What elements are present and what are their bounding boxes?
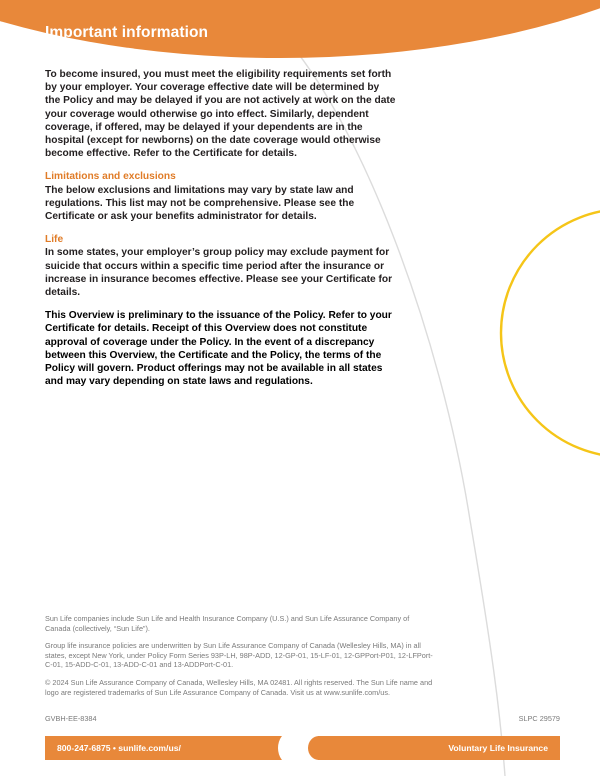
overview-disclaimer: This Overview is preliminary to the issuance of the Policy. Refer to your Certificate for details. Receipt of this Overview does not constitute approval of coverage under the Policy. In the event of a discrepancy between this Overview, the Certificate and the Policy, the terms of the Policy will govern. Product offerings may not be available in all states and may vary depending on state laws and regulations.: [45, 310, 392, 388]
legal-paragraph-copyright: © 2024 Sun Life Assurance Company of Canada, Wellesley Hills, MA 02481. All rights reserved. The Sun Life name and logo are registered trademarks of Sun Life Assurance Company of Canada. Visit us at www.sunlife.com/us.: [45, 677, 433, 697]
yellow-circle-arc: [501, 209, 600, 457]
legal-codes-row: [45, 714, 560, 723]
footer-notch-shape: [278, 732, 302, 764]
legal-block: [45, 614, 435, 705]
section-life: [45, 233, 397, 299]
legal-paragraph-underwriting: Group life insurance policies are underwritten by Sun Life Assurance Company of Canada (Wellesley Hills, MA) in all states, except New York, under Policy Form Series 93P-LH, 98P-ADD, 12-GP-01, 15-LF-01, 12-GPPort-P01, 12-LFPort-C-01, 15-ADD-C-01, 13-ADD-C-01 and 13-ADDPort-C-01.: [45, 641, 433, 670]
section-body-life: In some states, your employer’s group policy may exclude payment for suicide that occurs within a specific time period after the insurance or increase in insurance becomes effective. Please see your Certificate for details.: [45, 247, 393, 299]
page-footer-bar: [0, 736, 600, 760]
section-heading-limitations: Limitations and exclusions: [45, 171, 176, 183]
main-content: [45, 68, 397, 398]
section-body-limitations: The below exclusions and limitations may vary by state law and regulations. This list may not be comprehensive. Please see the Certificate or ask your benefits administrator for details.: [45, 184, 355, 223]
legal-paragraph-companies: Sun Life companies include Sun Life and Health Insurance Company (U.S.) and Sun Life Assurance Company of Canada (collectively, “Sun Life”).: [45, 614, 410, 633]
page-title: Important information: [45, 24, 209, 41]
slpc-code: SLPC 29579: [518, 714, 560, 723]
footer-product-name: Voluntary Life Insurance: [448, 743, 548, 753]
form-code: GVBH-EE-8384: [45, 714, 97, 723]
intro-paragraph: To become insured, you must meet the eligibility requirements set forth by your employer. Your coverage effective date will be determined by the Policy and may be delayed if you are not actively at work on the date your coverage would otherwise go into effect. Similarly, dependent coverage, if offered, may be delayed if your dependents are in the hospital (except for newborns) on the date coverage would otherwise become effective. Refer to the Certificate for details.: [45, 69, 396, 160]
section-heading-life: Life: [45, 234, 64, 246]
section-limitations: [45, 170, 397, 223]
footer-contact-info[interactable]: 800-247-6875 • sunlife.com/us/: [57, 743, 181, 753]
footer-bump-shape: [308, 736, 330, 760]
